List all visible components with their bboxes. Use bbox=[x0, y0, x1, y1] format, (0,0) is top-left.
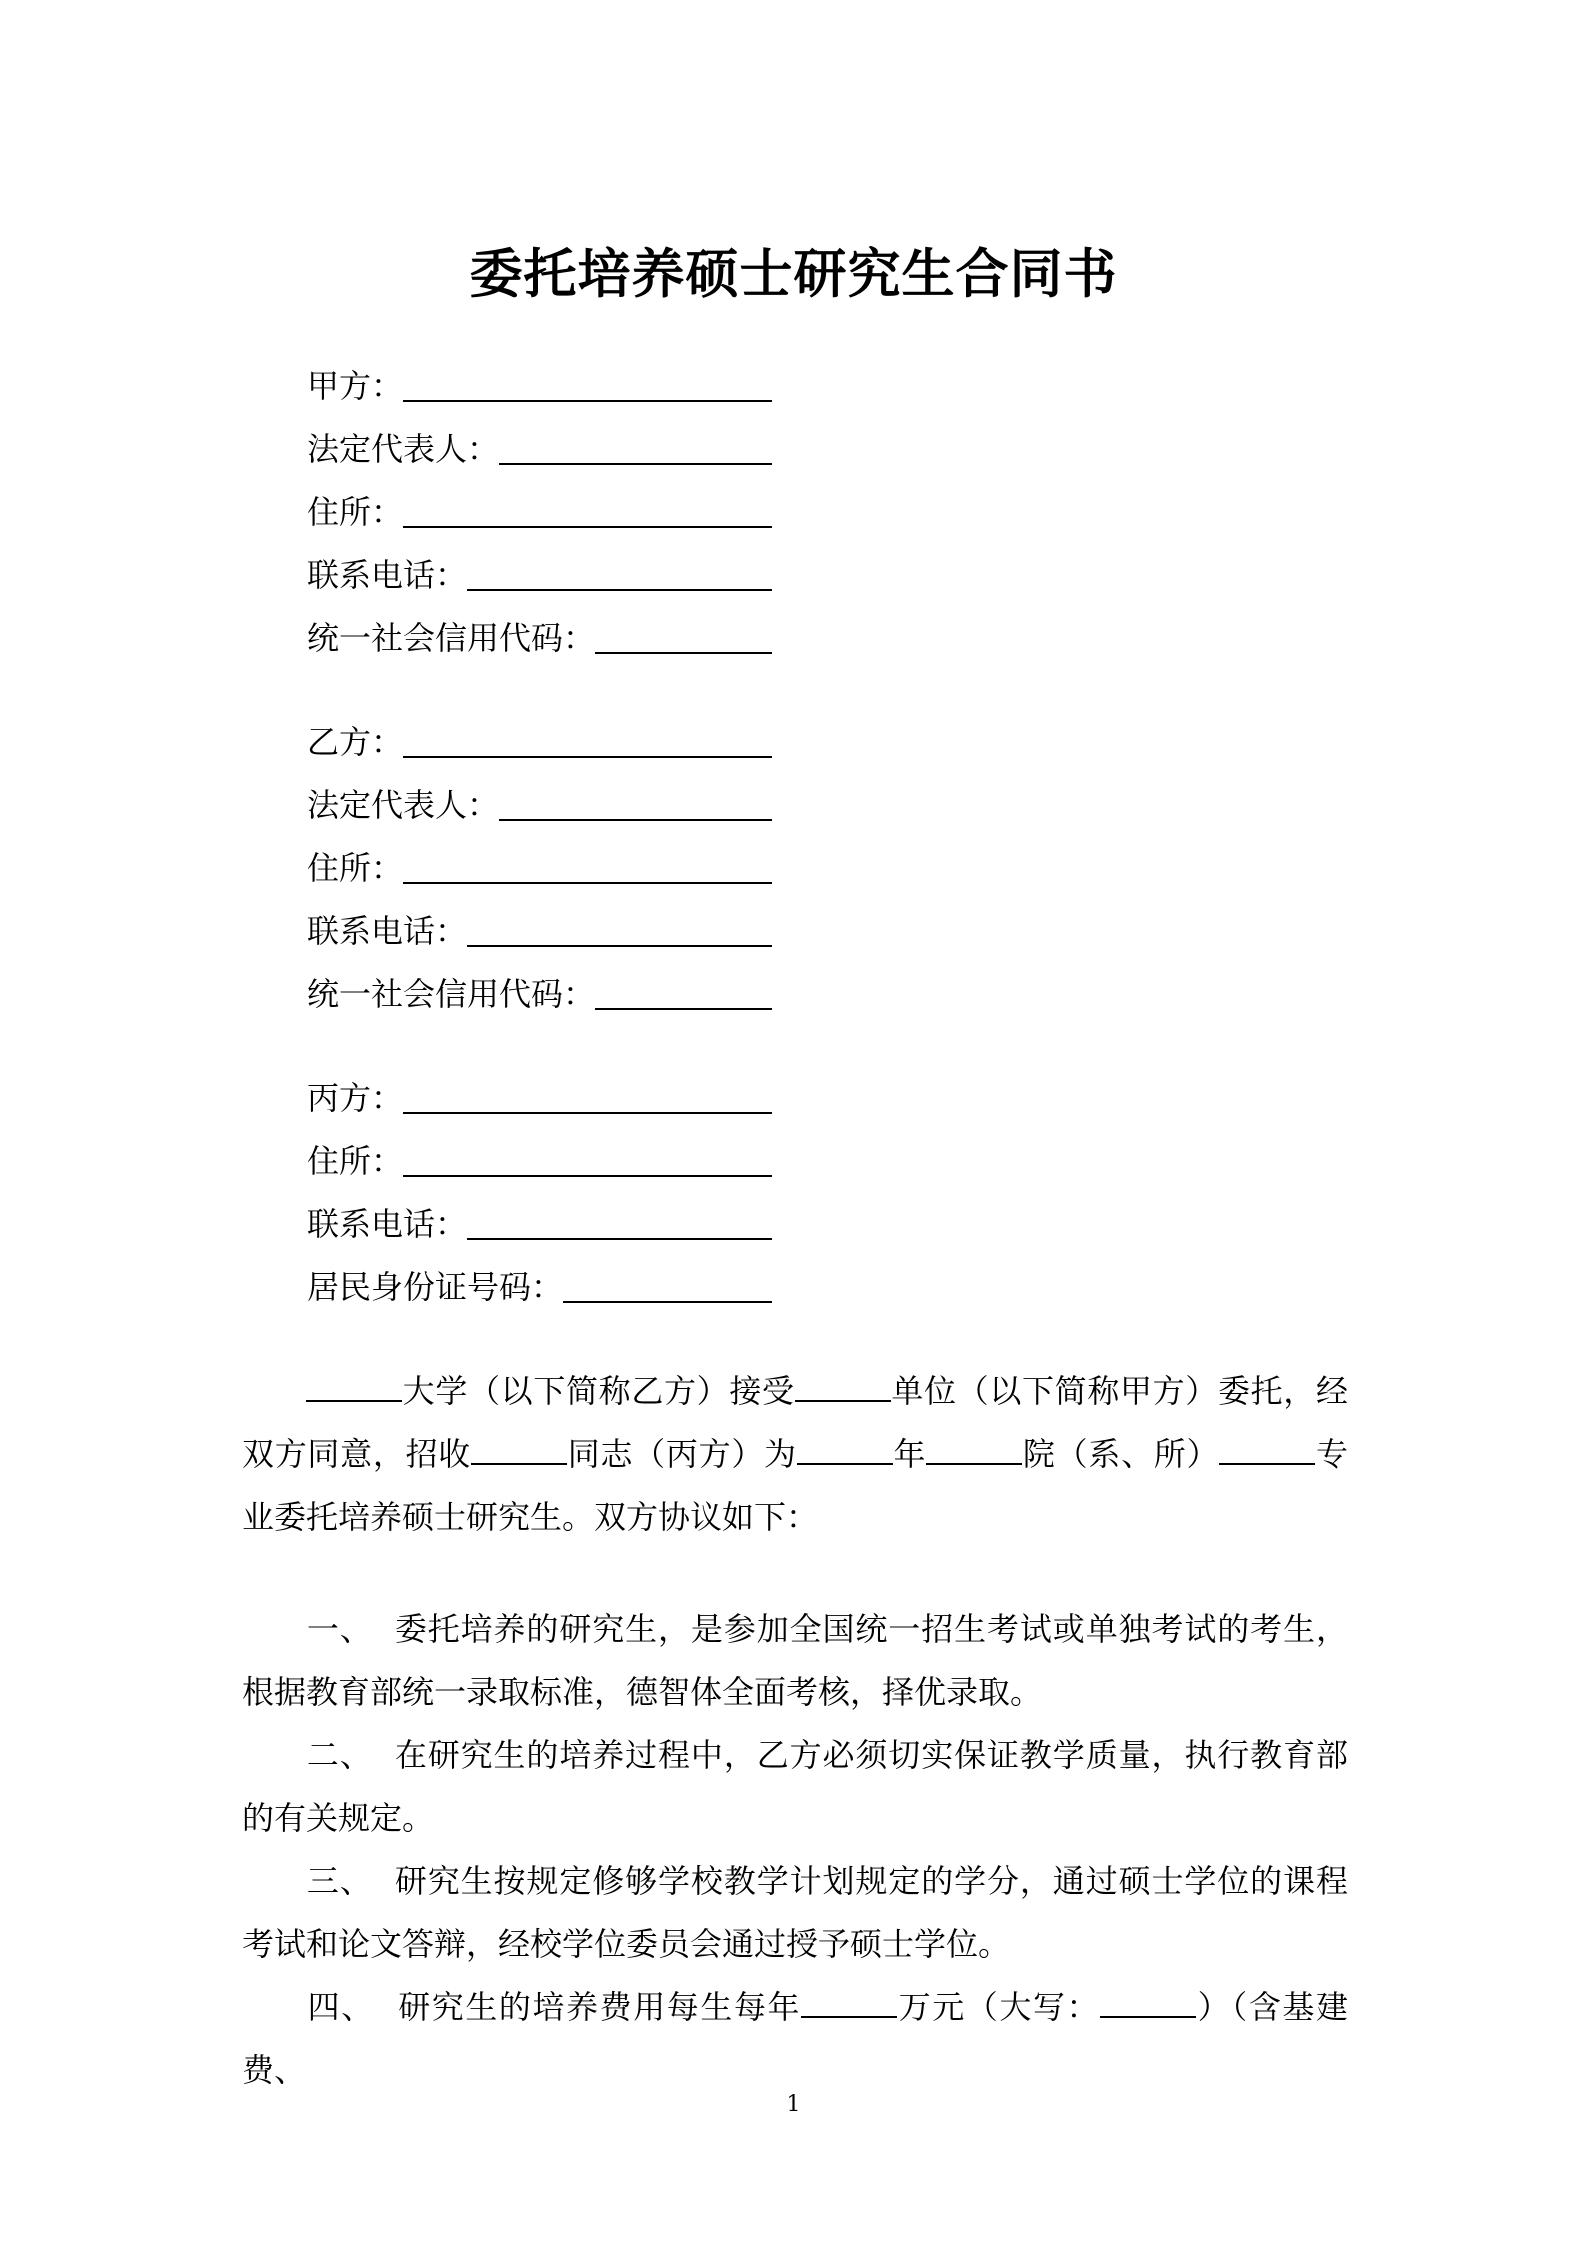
clause-2-text: 在研究生的培养过程中，乙方必须切实保证教学质量，执行教育部的有关规定。 bbox=[242, 1736, 1348, 1837]
year-blank bbox=[797, 1433, 893, 1465]
major-blank bbox=[1219, 1433, 1315, 1465]
party-b-address-label: 住所： bbox=[307, 849, 404, 887]
party-a-address-field bbox=[307, 488, 772, 532]
party-c-name-field bbox=[307, 1074, 772, 1118]
clause-3-number: 三、 bbox=[306, 1862, 373, 1900]
fee-uppercase-blank bbox=[1100, 1986, 1196, 2018]
party-b-name-field bbox=[307, 718, 772, 762]
party-c-phone-label: 联系电话： bbox=[307, 1205, 468, 1243]
party-b-rep-blank bbox=[499, 783, 772, 821]
party-a-rep-field bbox=[307, 425, 772, 469]
intro-text-4: 年 bbox=[892, 1435, 927, 1473]
party-c-id-blank bbox=[563, 1265, 772, 1303]
clause-1-number: 一、 bbox=[306, 1610, 373, 1648]
party-c-id-label: 居民身份证号码： bbox=[307, 1268, 564, 1306]
party-a-address-blank bbox=[403, 490, 772, 528]
intro-text-3: 同志（丙方）为 bbox=[567, 1435, 797, 1473]
page-number: 1 bbox=[786, 2092, 801, 2117]
party-a-credit-code-field bbox=[307, 614, 772, 658]
party-c-address-label: 住所： bbox=[307, 1142, 404, 1180]
party-a-name-field bbox=[307, 362, 772, 406]
clause-4-text-1: 研究生的培养费用每生每年 bbox=[398, 1988, 802, 2026]
party-a-credit-code-blank bbox=[595, 616, 772, 654]
college-blank bbox=[926, 1433, 1022, 1465]
party-c-id-field bbox=[307, 1263, 772, 1307]
intro-text-1: 大学（以下简称乙方）接受 bbox=[402, 1372, 795, 1410]
clause-4-text-2: 万元（大写： bbox=[897, 1988, 1101, 2026]
party-b-name-label: 乙方： bbox=[307, 723, 404, 761]
document-title: 委托培养硕士研究生合同书 bbox=[469, 243, 1118, 305]
unit-blank bbox=[795, 1370, 891, 1402]
party-c-phone-field bbox=[307, 1200, 772, 1244]
party-a-phone-field bbox=[307, 551, 772, 595]
clause-1-text: 委托培养的研究生，是参加全国统一招生考试或单独考试的考生，根据教育部统一录取标准，德智体全面考核，择优录取。 bbox=[242, 1610, 1348, 1711]
clause-4-number: 四、 bbox=[306, 1988, 375, 2026]
party-c-name-label: 丙方： bbox=[307, 1079, 404, 1117]
party-a-credit-code-label: 统一社会信用代码： bbox=[307, 619, 596, 657]
party-a-phone-label: 联系电话： bbox=[307, 556, 468, 594]
clause-1 bbox=[242, 1598, 1348, 1724]
intro-text-6: 专业委托培养硕士研究生。双方协议如下： bbox=[242, 1435, 1348, 1536]
university-blank bbox=[306, 1370, 402, 1402]
party-b-phone-label: 联系电话： bbox=[307, 912, 468, 950]
party-a-name-label: 甲方： bbox=[307, 367, 404, 405]
clause-3-text: 研究生按规定修够学校教学计划规定的学分，通过硕士学位的课程考试和论文答辩，经校学位委员会通过授予硕士学位。 bbox=[242, 1862, 1348, 1963]
party-a-name-blank bbox=[403, 364, 772, 402]
party-b-rep-field bbox=[307, 781, 772, 825]
clause-3 bbox=[242, 1850, 1348, 1976]
student-blank bbox=[471, 1433, 567, 1465]
party-b-rep-label: 法定代表人： bbox=[307, 786, 500, 824]
intro-text-5: 院（系、所） bbox=[1022, 1435, 1220, 1473]
party-b-credit-code-label: 统一社会信用代码： bbox=[307, 975, 596, 1013]
party-b-address-blank bbox=[403, 846, 772, 884]
party-b-credit-code-blank bbox=[595, 972, 772, 1010]
party-a-phone-blank bbox=[467, 553, 772, 591]
intro-text-2: 单位（以下简称甲方）委托，经双方同意，招收 bbox=[242, 1372, 1348, 1473]
clause-2 bbox=[242, 1724, 1348, 1850]
party-c-address-blank bbox=[403, 1139, 772, 1177]
party-b-credit-code-field bbox=[307, 970, 772, 1014]
clause-4 bbox=[242, 1976, 1348, 2102]
party-c-name-blank bbox=[403, 1076, 772, 1114]
party-a-address-label: 住所： bbox=[307, 493, 404, 531]
clause-4-text-3: ）（含基建费、 bbox=[242, 1988, 1348, 2089]
fee-amount-blank bbox=[801, 1986, 897, 2018]
party-a-rep-blank bbox=[499, 427, 772, 465]
party-b-name-blank bbox=[403, 720, 772, 758]
clause-2-number: 二、 bbox=[306, 1736, 373, 1774]
party-a-rep-label: 法定代表人： bbox=[307, 430, 500, 468]
party-c-phone-blank bbox=[467, 1202, 772, 1240]
party-b-phone-field bbox=[307, 907, 772, 951]
intro-paragraph bbox=[242, 1360, 1348, 1549]
party-b-phone-blank bbox=[467, 909, 772, 947]
party-b-address-field bbox=[307, 844, 772, 888]
party-c-address-field bbox=[307, 1137, 772, 1181]
